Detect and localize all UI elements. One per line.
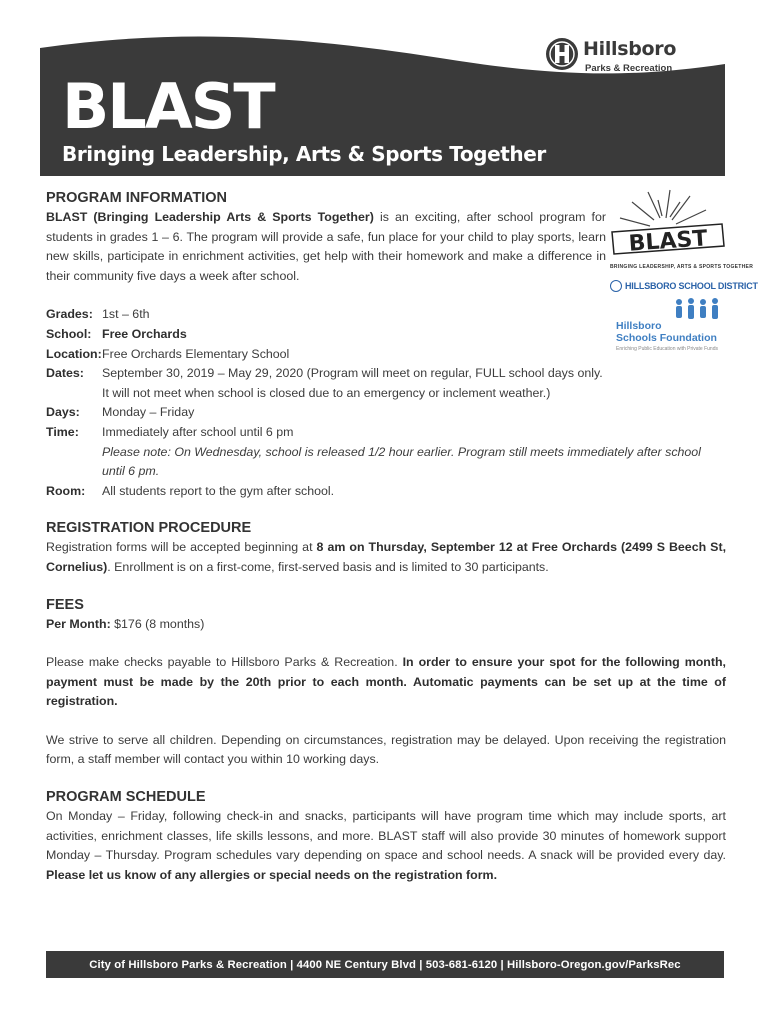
registration-date-location: 8 am on Thursday, September 12 at Free Orchards (2499 S Beech St, Cornelius): [46, 540, 727, 574]
brand-subtitle: Parks & Recreation: [585, 63, 673, 74]
hillsboro-h-icon: [545, 37, 579, 71]
schedule-text: [46, 807, 726, 885]
schedule-heading: PROGRAM SCHEDULE: [46, 789, 206, 806]
registration-section: [46, 518, 726, 577]
payment-instructions: [46, 653, 726, 712]
detail-label: Time:: [46, 424, 79, 439]
detail-value: Free Orchards: [102, 326, 187, 341]
detail-row: [46, 423, 726, 443]
detail-row: [46, 403, 726, 423]
main-content: [46, 188, 726, 885]
fees-heading: FEES: [46, 596, 84, 613]
fees-section: [46, 595, 726, 771]
schedule-description: On Monday – Friday, following check-in and snacks, participants will have program time which may include sports, art activities, enrichment classes, life skills lessons, and more. BLAST staff will also provide 30 minutes of homework support Monday – Thursday. Program schedules vary depending on space and school needs. A snack will be provided every day.: [46, 809, 726, 863]
page-header: [40, 34, 725, 176]
foundation-name-line1: Hillsboro: [616, 320, 662, 332]
allergy-note: Please let us know of any allergies or special needs on the registration form.: [46, 867, 498, 882]
registration-text-start: Registration forms will be accepted beginning at: [46, 540, 317, 555]
detail-label: Days:: [46, 405, 80, 420]
detail-row: [46, 443, 726, 482]
registration-text: [46, 538, 726, 577]
detail-value: Immediately after school until 6 pm: [102, 424, 294, 439]
registration-text-end: . Enrollment is on a first-come, first-served basis and is limited to 30 participants.: [107, 559, 549, 574]
serve-statement: We strive to serve all children. Depending on circumstances, registration may be delayed. Upon receiving the registration form, a staff member will contact you within 10 working days.: [46, 732, 726, 767]
fee-amount: [46, 615, 726, 635]
detail-value: All students report to the gym after school.: [102, 483, 335, 498]
detail-row: [46, 305, 726, 325]
detail-label: School:: [46, 326, 92, 341]
page-subtitle: Bringing Leadership, Arts & Sports Together: [62, 142, 546, 166]
detail-label: Location:: [46, 346, 102, 361]
detail-row: [46, 345, 726, 365]
detail-label: Dates:: [46, 366, 84, 381]
detail-note: Please note: On Wednesday, school is released 1/2 hour earlier. Program still meets immediately after school until 6 pm.: [102, 444, 701, 479]
detail-row: [46, 325, 726, 345]
schedule-section: [46, 787, 726, 885]
school-district-name: HILLSBORO SCHOOL DISTRICT: [625, 281, 758, 291]
blast-logo-text: BLAST: [627, 226, 709, 257]
detail-label: Grades:: [46, 307, 93, 322]
payment-text: Please make checks payable to Hillsboro Parks & Recreation.: [46, 655, 403, 670]
program-intro-text: is an exciting, after school program for students in grades 1 – 6. The program will provide a safe, fun place for your child to play sports, learn new skills, participate in enrichment activities, get help with their homework and make a difference in their community five days a week after school.: [46, 210, 606, 283]
hillsboro-parks-logo: [545, 36, 725, 76]
foundation-name-line2: Schools Foundation: [616, 332, 717, 344]
detail-value: 1st – 6th: [102, 307, 150, 322]
detail-value: Monday – Friday: [102, 405, 195, 420]
program-intro: [46, 208, 606, 286]
detail-row: [46, 364, 726, 403]
detail-label: [46, 443, 102, 482]
per-month-value: $176 (8 months): [110, 616, 205, 631]
program-information-section: [46, 188, 726, 501]
page-title: BLAST: [62, 70, 274, 143]
detail-row: [46, 482, 726, 502]
detail-label: Room:: [46, 483, 86, 498]
page-footer: City of Hillsboro Parks & Recreation | 4400 NE Century Blvd | 503-681-6120 | Hillsboro-Oregon.gov/ParksRec: [46, 951, 724, 978]
program-information-heading: PROGRAM INFORMATION: [46, 190, 227, 206]
program-details: [46, 305, 726, 501]
registration-heading: REGISTRATION PROCEDURE: [46, 520, 252, 537]
brand-name: Hillsboro: [583, 38, 677, 60]
detail-value: September 30, 2019 – May 29, 2020 (Program will meet on regular, FULL school days only. It will not meet when school is closed due to an emergency or inclement weather.): [102, 366, 603, 400]
payment-deadline-note: In order to ensure your spot for the following month, payment must be made by the 20th prior to each month. Automatic payments can be set up at the time of registration.: [46, 655, 726, 709]
blast-tagline: BRINGING LEADERSHIP, ARTS & SPORTS TOGETHER: [610, 264, 754, 270]
per-month-label: Per Month:: [46, 616, 111, 631]
detail-value: Free Orchards Elementary School: [102, 346, 290, 361]
foundation-tagline: Enriching Public Education with Private Funds: [616, 346, 718, 352]
program-intro-bold: BLAST (Bringing Leadership Arts & Sports Together): [46, 210, 374, 224]
